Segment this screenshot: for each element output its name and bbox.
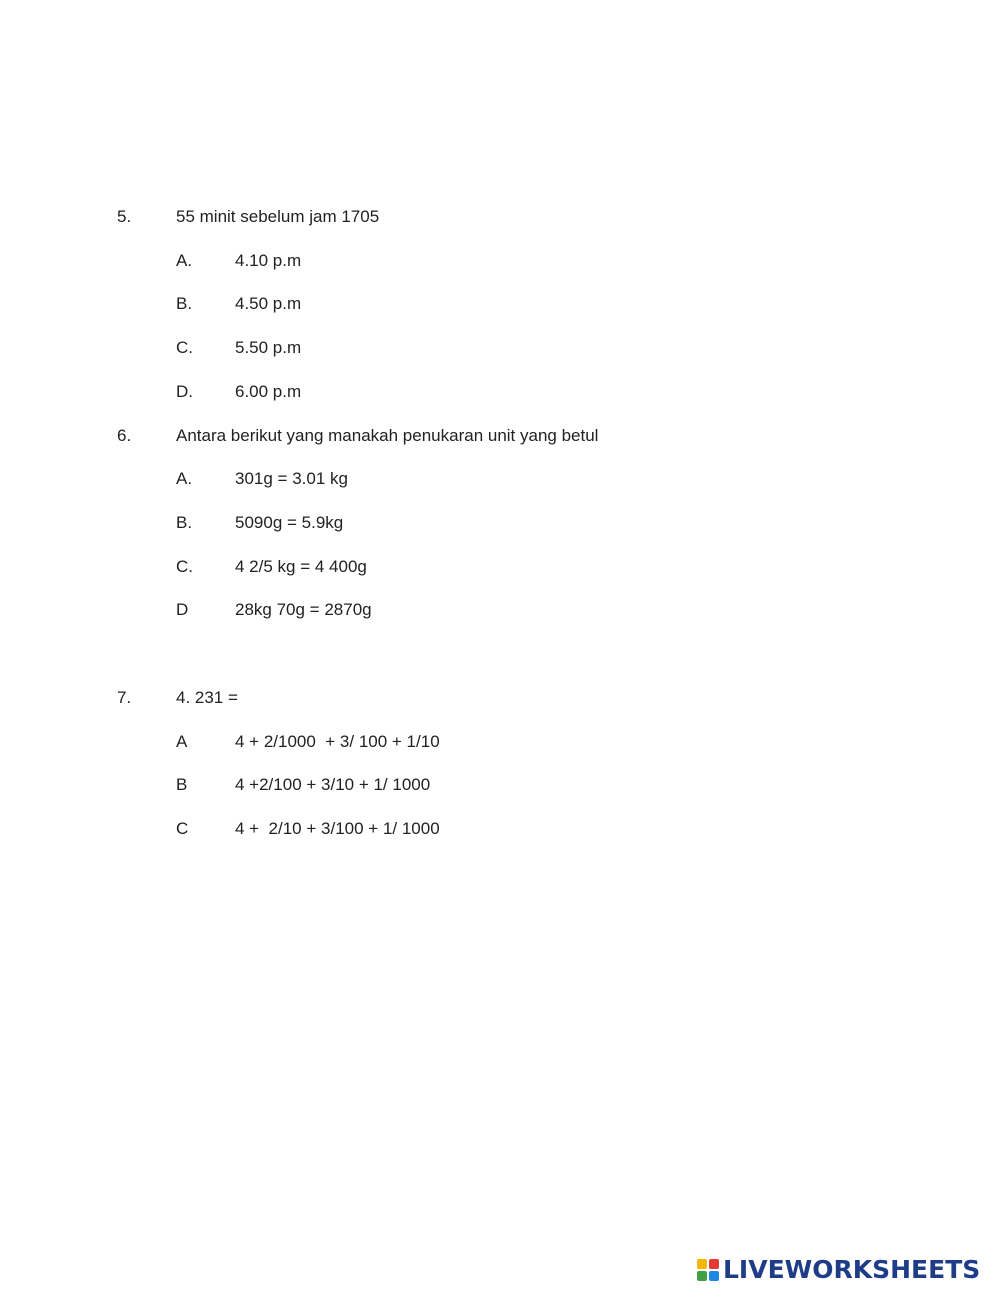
option-label: B.: [176, 294, 193, 313]
option-label: C.: [176, 338, 193, 357]
logo-tile: [697, 1259, 707, 1269]
option-label: B: [176, 775, 188, 794]
option-text: 4 + 2/1000 + 3/ 100 + 1/10: [235, 732, 440, 751]
option-label: D: [176, 600, 189, 619]
option-label: A.: [176, 251, 193, 270]
option-label: B.: [176, 513, 193, 532]
logo-tile: [697, 1271, 707, 1281]
logo-tile: [709, 1259, 719, 1269]
logo-tile: [709, 1271, 719, 1281]
question-number: 6.: [117, 426, 132, 445]
question-number: 7.: [117, 688, 132, 707]
option-label: A.: [176, 469, 193, 488]
option-text: 301g = 3.01 kg: [235, 469, 348, 488]
option-label: C: [176, 819, 189, 838]
question-number: 5.: [117, 207, 132, 226]
option-text: 5090g = 5.9kg: [235, 513, 344, 532]
liveworksheets-logo: [697, 1255, 980, 1285]
liveworksheets-logo-icon: [697, 1259, 719, 1281]
option-text: 5.50 p.m: [235, 338, 302, 357]
brand-name: LIVEWORKSHEETS: [723, 1255, 981, 1284]
option-label: A: [176, 732, 188, 751]
option-label: D.: [176, 382, 193, 401]
option-text: 4 + 2/10 + 3/100 + 1/ 1000: [235, 819, 440, 838]
option-text: 4 +2/100 + 3/10 + 1/ 1000: [235, 775, 431, 794]
option-text: 4.10 p.m: [235, 251, 302, 270]
option-text: 6.00 p.m: [235, 382, 302, 401]
question-text: 55 minit sebelum jam 1705: [176, 207, 380, 226]
question-text: 4. 231 =: [176, 688, 238, 707]
option-text: 28kg 70g = 2870g: [235, 600, 372, 619]
option-text: 4 2/5 kg = 4 400g: [235, 557, 367, 576]
option-label: C.: [176, 557, 193, 576]
question-text: Antara berikut yang manakah penukaran unit yang betul: [176, 426, 599, 445]
option-text: 4.50 p.m: [235, 294, 302, 313]
